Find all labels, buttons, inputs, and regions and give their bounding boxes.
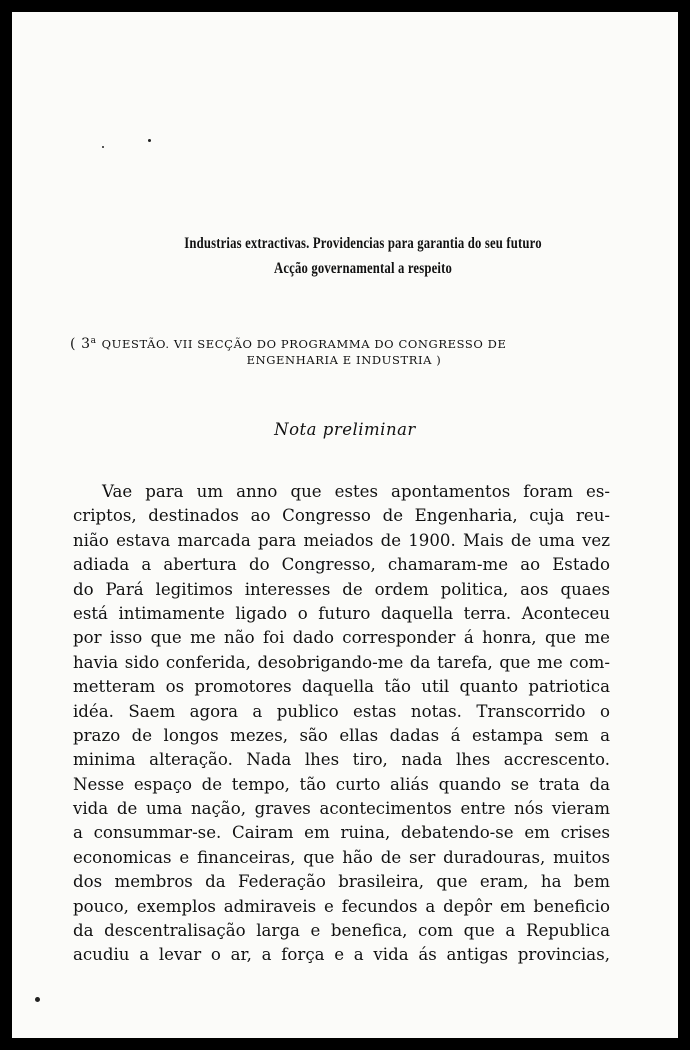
body-line: a consummar-se. Cairam em ruina, debatendo-se em crises — [73, 823, 610, 843]
scan-speck — [35, 997, 40, 1002]
body-line: por isso que me não foi dado corresponder á honra, que me — [73, 628, 610, 648]
body-line: minima alteração. Nada lhes tiro, nada lhes accrescento. — [73, 750, 610, 770]
body-line: Vae para um anno que estes apontamentos foram es- — [102, 482, 610, 501]
chapter-title-line-1: Industrias extractivas. Providencias para garantia do seu futuro — [184, 235, 542, 252]
body-line: pouco, exemplos admiraveis e fecundos a depôr em beneficio — [73, 896, 610, 916]
body-line: havia sido conferida, desobrigando-me da tarefa, que me com- — [73, 652, 610, 672]
body-line: nião estava marcada para meiados de 1900. Mais de uma vez — [73, 530, 610, 550]
question-ordinal: a — [90, 336, 97, 346]
body-paragraph — [73, 480, 610, 968]
scan-speck — [148, 139, 151, 142]
body-line: metteram os promotores daquella tão util quanto patriotica — [73, 677, 610, 697]
body-line: economicas e financeiras, que hão de ser duradouras, muitos — [73, 847, 610, 867]
body-line: idéa. Saem agora a publico estas notas. Transcorrido o — [73, 701, 610, 721]
question-reference-line-2: ENGENHARIA E INDUSTRIA ) — [246, 353, 442, 367]
question-open: ( 3 — [70, 336, 91, 352]
scan-speck — [102, 146, 104, 148]
body-line: vida de uma nação, graves acontecimentos entre nós vieram — [73, 799, 610, 819]
chapter-title-line-2: Acção governamental a respeito — [273, 260, 452, 277]
body-line: está intimamente ligado o futuro daquella terra. Aconteceu — [73, 603, 610, 623]
body-line: da descentralisação larga e benefica, com que a Republica — [73, 921, 610, 941]
body-line: criptos, destinados ao Congresso de Engenharia, cuja reu- — [73, 506, 610, 526]
scanned-page — [12, 12, 678, 1038]
body-line: acudiu a levar o ar, a força e a vida ás antigas provincias, — [73, 945, 610, 965]
body-line: adiada a abertura do Congresso, chamaram-me ao Estado — [73, 555, 610, 575]
body-line: prazo de longos mezes, são ellas dadas á estampa sem a — [73, 725, 610, 745]
question-reference-text: QUESTÃO. VII SECÇÃO DO PROGRAMMA DO CONGRESSO DE — [101, 337, 507, 351]
body-line: do Pará legitimos interesses de ordem politica, aos quaes — [73, 579, 610, 599]
section-subheading: Nota preliminar — [274, 420, 416, 439]
body-line: dos membros da Federação brasileira, que eram, ha bem — [73, 872, 610, 892]
body-line: Nesse espaço de tempo, tão curto aliás quando se trata da — [73, 774, 610, 794]
